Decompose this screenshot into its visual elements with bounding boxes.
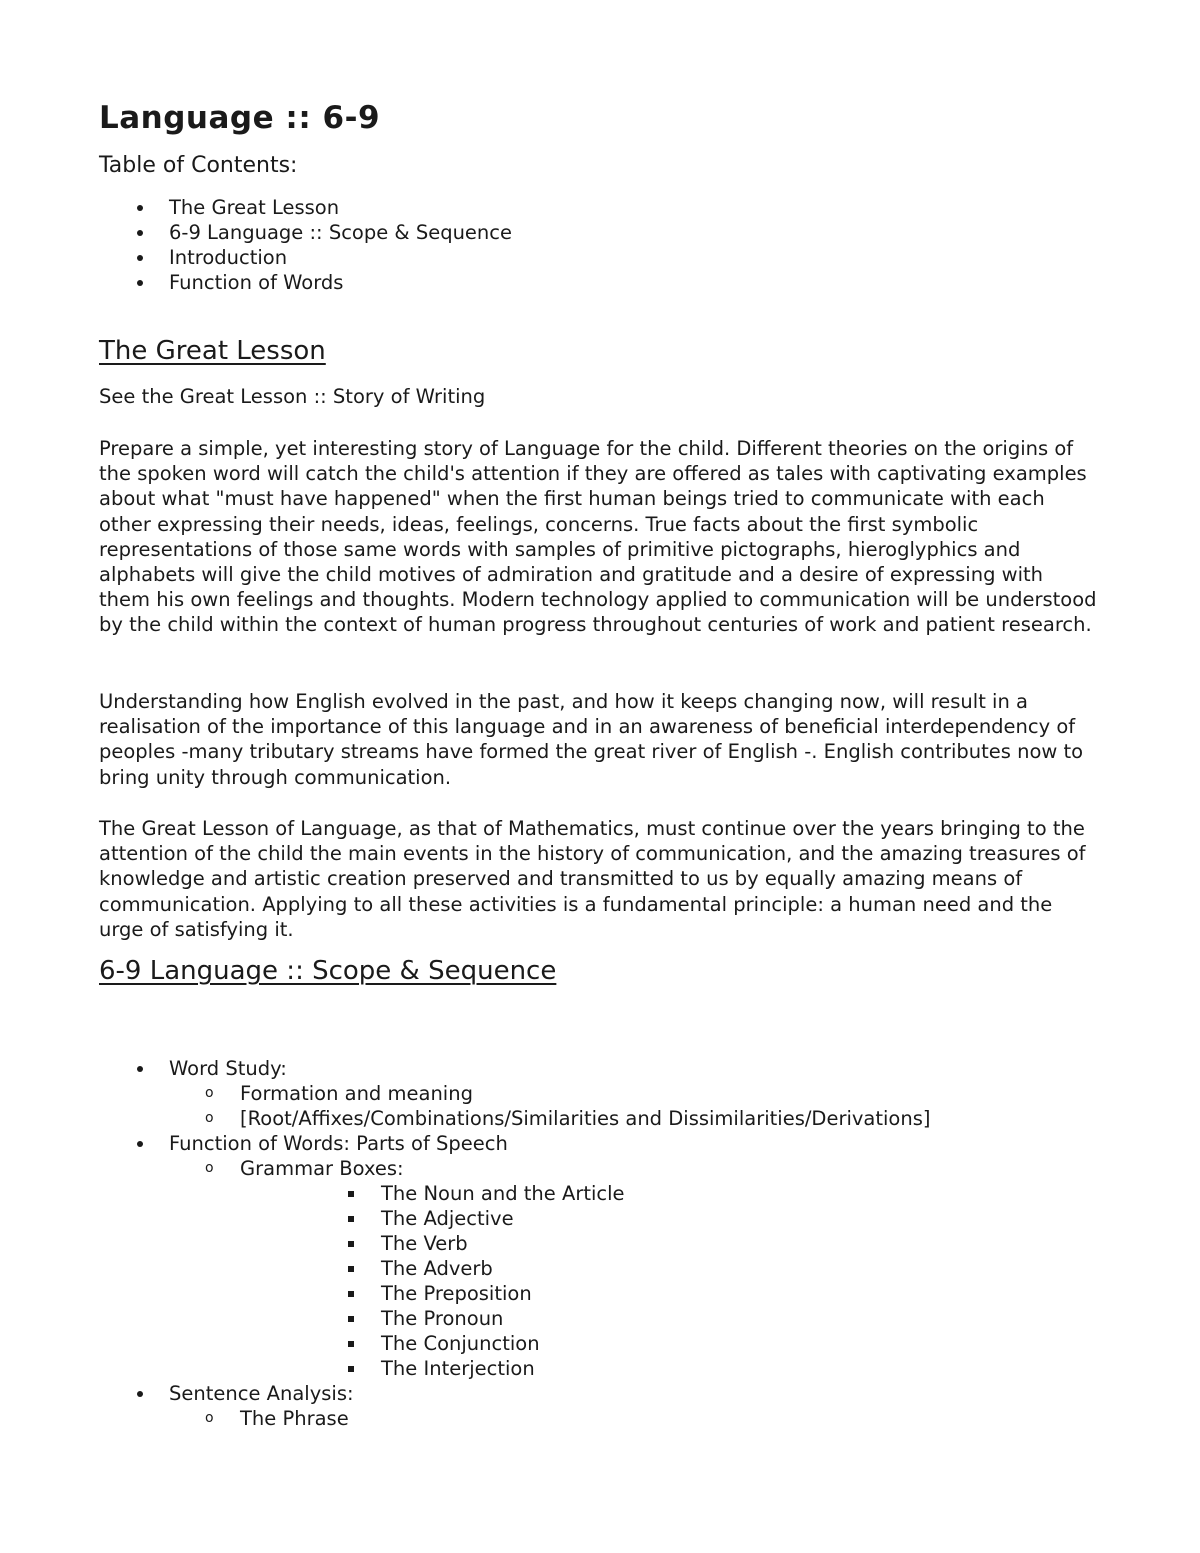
grammar-box-item <box>170 1331 1099 1356</box>
sub-list-item <box>99 1106 1099 1131</box>
circle-bullet-icon: o <box>205 1110 214 1126</box>
list-item-sentence-analysis <box>99 1381 1099 1431</box>
grammar-box-item-text: The Interjection <box>381 1357 535 1380</box>
paragraph: Understanding how English evolved in the past, and how it keeps changing now, will result in a realisation of the importance of this language and in an awareness of beneficial interdependency of peoples -many tributary streams have formed the great river of English -. English contributes now to bring unity through communication. <box>99 690 1084 789</box>
list-item-label: Function of Words: Parts of Speech <box>169 1132 508 1155</box>
list-item-label: Word Study: <box>169 1057 287 1080</box>
grammar-box-item <box>170 1181 1099 1206</box>
sub-list-item-text: Formation and meaning <box>240 1082 473 1105</box>
grammar-box-item <box>170 1356 1099 1381</box>
section-heading-scope-sequence: 6-9 Language :: Scope & Sequence <box>99 956 557 986</box>
grammar-box-item <box>170 1256 1099 1281</box>
sub-list-item <box>99 1081 1099 1106</box>
sub-list-item-text: Grammar Boxes: <box>240 1157 404 1180</box>
grammar-box-item <box>170 1281 1099 1306</box>
grammar-boxes-list <box>240 1181 1099 1381</box>
sub-list <box>169 1081 1099 1131</box>
grammar-box-item <box>170 1231 1099 1256</box>
grammar-box-item-text: The Noun and the Article <box>381 1182 625 1205</box>
sub-list-item <box>99 1406 1099 1431</box>
toc-item-function-of-words[interactable]: Function of Words <box>99 270 512 295</box>
list-item-label: Sentence Analysis: <box>169 1382 354 1405</box>
grammar-box-item <box>170 1206 1099 1231</box>
sub-list-item-text: [Root/Affixes/Combinations/Similarities and Dissimilarities/Derivations] <box>240 1107 931 1130</box>
list-item-function-of-words <box>99 1131 1099 1381</box>
document-title: Language :: 6-9 <box>99 100 381 136</box>
grammar-box-item-text: The Conjunction <box>381 1332 540 1355</box>
list-item-word-study <box>99 1056 1099 1131</box>
toc-item-great-lesson[interactable]: The Great Lesson <box>99 195 512 220</box>
circle-bullet-icon: o <box>205 1160 214 1176</box>
grammar-box-item <box>170 1306 1099 1331</box>
grammar-box-item-text: The Preposition <box>381 1282 532 1305</box>
scope-sequence-list <box>99 1056 1099 1431</box>
circle-bullet-icon: o <box>205 1085 214 1101</box>
grammar-box-item-text: The Adjective <box>381 1207 514 1230</box>
paragraph: The Great Lesson of Language, as that of Mathematics, must continue over the years bringing to the attention of the child the main events in the history of communication, and the amazing treasures of knowledge and artistic creation preserved and transmitted to us by equally amazing means of communication. Applying to all these activities is a fundamental principle: a human need and the urge of satisfying it. <box>99 817 1086 941</box>
grammar-box-item-text: The Adverb <box>381 1257 493 1280</box>
toc-heading: Table of Contents: <box>99 153 298 178</box>
section-heading-great-lesson: The Great Lesson <box>99 336 326 366</box>
see-also-text: See the Great Lesson :: Story of Writing <box>99 385 486 408</box>
sub-list-item-text: The Phrase <box>240 1407 349 1430</box>
sub-list-item <box>99 1156 1099 1381</box>
table-of-contents <box>99 195 512 295</box>
toc-item-scope-sequence[interactable]: 6-9 Language :: Scope & Sequence <box>99 220 512 245</box>
circle-bullet-icon: o <box>205 1410 214 1426</box>
sub-list <box>169 1406 1099 1431</box>
grammar-box-item-text: The Pronoun <box>381 1307 504 1330</box>
grammar-box-item-text: The Verb <box>381 1232 468 1255</box>
paragraph: Prepare a simple, yet interesting story of Language for the child. Different theories on the origins of the spoken word will catch the child's attention if they are offered as tales with captivating examples about what "must have happened" when the first human beings tried to communicate with each other expressing their needs, ideas, feelings, concerns. True facts about the first symbolic representations of those same words with samples of primitive pictographs, hieroglyphics and alphabets will give the child motives of admiration and gratitude and a desire of expressing with them his own feelings and thoughts. Modern technology applied to communication will be understood by the child within the context of human progress throughout centuries of work and patient research. <box>99 437 1097 637</box>
sub-list <box>169 1156 1099 1381</box>
toc-item-introduction[interactable]: Introduction <box>99 245 512 270</box>
